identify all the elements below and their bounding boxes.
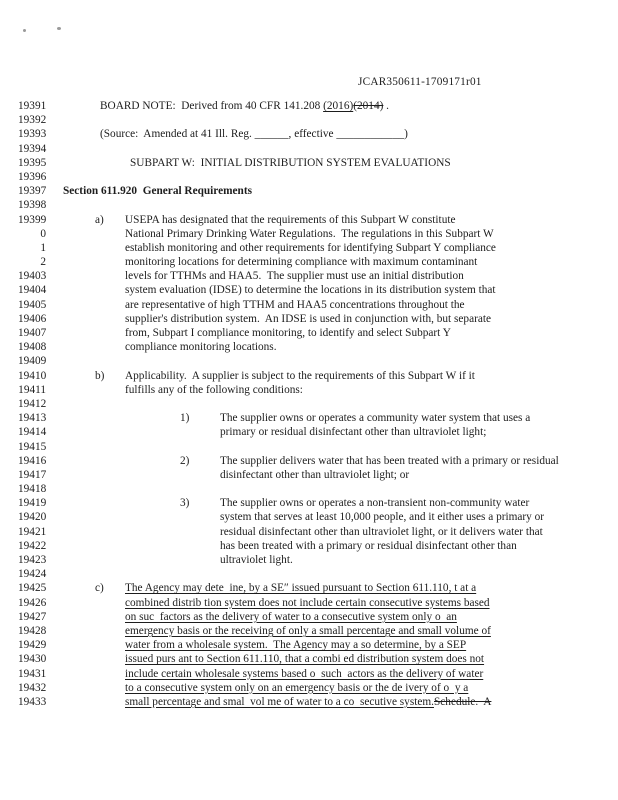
scan-artifact-dot [23,29,26,32]
line-text [46,283,496,297]
line-number: 19397 [18,185,47,198]
text-segment: (2016) [323,100,354,112]
line-text [46,241,496,255]
text-segment: establish monitoring and other requirements for identifying Subpart Y compliance [125,241,496,254]
line-number: 19394 [18,142,47,155]
text-segment: to a consecutive system only on an emergency basis or the de ivery of o y a [125,681,469,694]
line-text [46,326,451,340]
line-number: 19432 [18,681,47,694]
text-segment: include certain wholesale systems based o such actors as the delivery of water [125,667,484,680]
text-segment: The supplier delivers water that has been treated with a primary or residual [220,454,559,467]
list-label: a) [95,213,104,226]
line-text [46,567,100,581]
line-number: 19426 [18,596,47,609]
document-line [18,553,608,567]
line-number: 19414 [18,426,47,439]
text-segment: . [383,100,390,112]
line-number: 19393 [18,128,47,141]
line-number: 19409 [18,355,47,368]
line-text [46,596,490,610]
line-text [46,581,476,595]
document-line [18,142,608,156]
line-text [46,454,559,468]
line-text [46,227,494,241]
line-text [46,383,303,397]
line-number: 1 [40,241,46,254]
line-text [46,170,100,184]
text-segment: Applicability. A supplier is subject to the requirements of this Subpart W if it [125,369,475,382]
line-text [46,539,517,553]
line-text [46,269,464,283]
text-segment: fulfills any of the following conditions: [125,383,303,396]
line-number: 19413 [18,412,47,425]
line-number: 19433 [18,695,47,708]
line-number: 2 [40,256,46,269]
list-label: 1) [180,412,190,425]
line-text [46,440,100,454]
document-line [18,340,608,354]
line-number: 19415 [18,440,47,453]
document-id: JCAR350611-1709171r01 [358,76,482,88]
list-label: b) [95,369,105,382]
line-number: 19422 [18,539,47,552]
text-segment: (Source: Amended at 41 Ill. Reg. ______, effective ____________) [100,128,408,141]
document-line [18,227,608,241]
line-number: 19407 [18,327,47,339]
line-text [46,681,468,695]
document-line [18,213,608,227]
text-segment: USEPA has designated that the requirements of this Subpart W constitute [125,213,456,226]
document-line [18,624,608,638]
document-line [18,99,608,113]
document-lines [18,99,608,709]
line-text [46,695,491,709]
document-line [18,454,608,468]
document-line [18,567,608,581]
document-line [18,482,608,496]
document-line [18,525,608,539]
line-text [46,184,252,198]
text-segment: levels for TTHMs and HAA5. The supplier must use an initial distribution [125,270,464,283]
text-segment: issued purs ant to Section 611.110, that a combi ed distribution system does not [125,653,485,666]
text-segment: monitoring locations for determining compliance with maximum contaminant [125,256,478,269]
document-line [18,695,608,709]
line-text [46,411,530,425]
list-label: c) [95,582,104,595]
line-text [46,156,451,170]
line-number: 19421 [18,525,47,538]
text-segment: National Primary Drinking Water Regulations. The regulations in this Subpart W [125,227,494,240]
text-segment: The supplier owns or operates a community water system that uses a [220,412,531,425]
line-text [46,425,486,439]
text-segment: Section 611.920 General Requirements [63,185,252,198]
scan-artifact-dot [57,27,61,30]
document-line [18,596,608,610]
line-text [46,482,100,496]
document-line [18,269,608,283]
line-number: 19399 [18,213,47,226]
line-text [46,610,457,624]
text-segment: primary or residual disinfectant other than ultraviolet light; [220,426,487,439]
document-line [18,127,608,141]
document-line [18,255,608,269]
document-line [18,667,608,681]
text-segment: supplier's distribution system. An IDSE is used in conjunction with, but separate [125,312,492,325]
document-line [18,383,608,397]
line-number: 19419 [18,497,47,510]
text-segment: The supplier owns or operates a non-transient non-community water [220,497,530,510]
line-text [46,652,484,666]
document-line [18,425,608,439]
text-segment: emergency basis or the receiving of only a small percentage and small volume of [125,624,491,637]
document-line [18,539,608,553]
line-text [46,354,100,368]
line-text [46,312,491,326]
text-segment: on suc factors as the delivery of water to a consecutive system only o an [125,610,457,623]
line-text [46,624,491,638]
line-number: 19424 [18,568,47,581]
document-line [18,283,608,297]
line-number: 19427 [18,610,47,623]
line-text [46,553,293,567]
document-line [18,397,608,411]
line-number: 19428 [18,624,47,637]
text-segment: small percentage and smal vol me of water to a co secutive system. [125,695,434,708]
document-line [18,468,608,482]
line-number: 19425 [18,582,47,595]
line-text [46,340,277,354]
line-text [46,510,544,524]
document-line [18,652,608,666]
document-line [18,156,608,170]
line-text [46,525,543,539]
line-number: 19420 [18,511,47,524]
text-segment: residual disinfectant other than ultraviolet light, or it delivers water that [220,525,543,538]
document-line [18,411,608,425]
line-number: 19406 [18,312,47,325]
text-segment: system evaluation (IDSE) to determine the locations in its distribution system that [125,284,496,297]
document-line [18,581,608,595]
line-number: 19403 [18,270,47,283]
line-text [46,369,475,383]
document-line [18,198,608,212]
text-segment: compliance monitoring locations. [125,341,277,354]
text-segment: water from a wholesale system. The Agency may a so determine, by a SEP [125,639,467,652]
line-number: 19429 [18,639,47,652]
line-number: 19416 [18,454,47,467]
line-number: 19396 [18,170,47,183]
document-line [18,496,608,510]
line-number: 19392 [18,114,47,127]
text-segment: Schedule. A [434,695,492,708]
line-number: 19391 [18,100,47,112]
document-line [18,326,608,340]
document-line [18,354,608,368]
line-number: 0 [40,227,46,240]
document-line [18,241,608,255]
text-segment: combined distrib tion system does not include certain consecutive systems based [125,596,490,609]
line-text [46,638,466,652]
document-line [18,510,608,524]
text-segment: ultraviolet light. [220,554,293,566]
line-number: 19395 [18,156,47,169]
line-text [46,213,456,227]
text-segment: BOARD NOTE: Derived from 40 CFR 141.208 [100,100,324,112]
line-text [46,667,483,681]
text-segment: The Agency may dete ine, by a SE″ issued pursuant to Section 611.110, t at a [125,582,477,595]
line-number: 19410 [18,369,47,382]
document-line [18,638,608,652]
line-number: 19430 [18,653,47,666]
line-number: 19405 [18,298,47,311]
line-number: 19411 [18,383,46,396]
line-number: 19404 [18,284,47,297]
line-text [46,468,409,482]
line-text [46,142,100,156]
text-segment: system that serves at least 10,000 people, and it either uses a primary or [220,511,545,524]
document-line [18,610,608,624]
document-line [18,369,608,383]
line-text [46,113,100,127]
text-segment: has been treated with a primary or residual disinfectant other than [220,539,517,552]
line-number: 19418 [18,483,47,496]
line-number: 19398 [18,199,47,212]
document-line [18,113,608,127]
list-label: 3) [180,497,190,510]
line-number: 19417 [18,468,47,481]
text-segment: (2014) [353,100,384,112]
line-number: 19423 [18,554,47,566]
document-line [18,298,608,312]
text-segment: from, Subpart I compliance monitoring, to identify and select Subpart Y [125,327,451,339]
line-number: 19408 [18,341,47,354]
line-text [46,496,529,510]
document-line [18,312,608,326]
line-number: 19412 [18,397,47,410]
document-line [18,681,608,695]
text-segment: are representative of high TTHM and HAA5 concentrations throughout the [125,298,465,311]
document-line [18,184,608,198]
line-text [46,127,408,141]
document-line [18,170,608,184]
line-text [46,397,100,411]
document-line [18,440,608,454]
text-segment: SUBPART W: INITIAL DISTRIBUTION SYSTEM EVALUATIONS [130,156,451,169]
line-text [46,198,100,212]
list-label: 2) [180,454,190,467]
line-text [46,255,477,269]
line-text [46,99,389,113]
text-segment: disinfectant other than ultraviolet light; or [220,468,410,481]
line-number: 19431 [18,667,47,680]
line-text [46,298,465,312]
